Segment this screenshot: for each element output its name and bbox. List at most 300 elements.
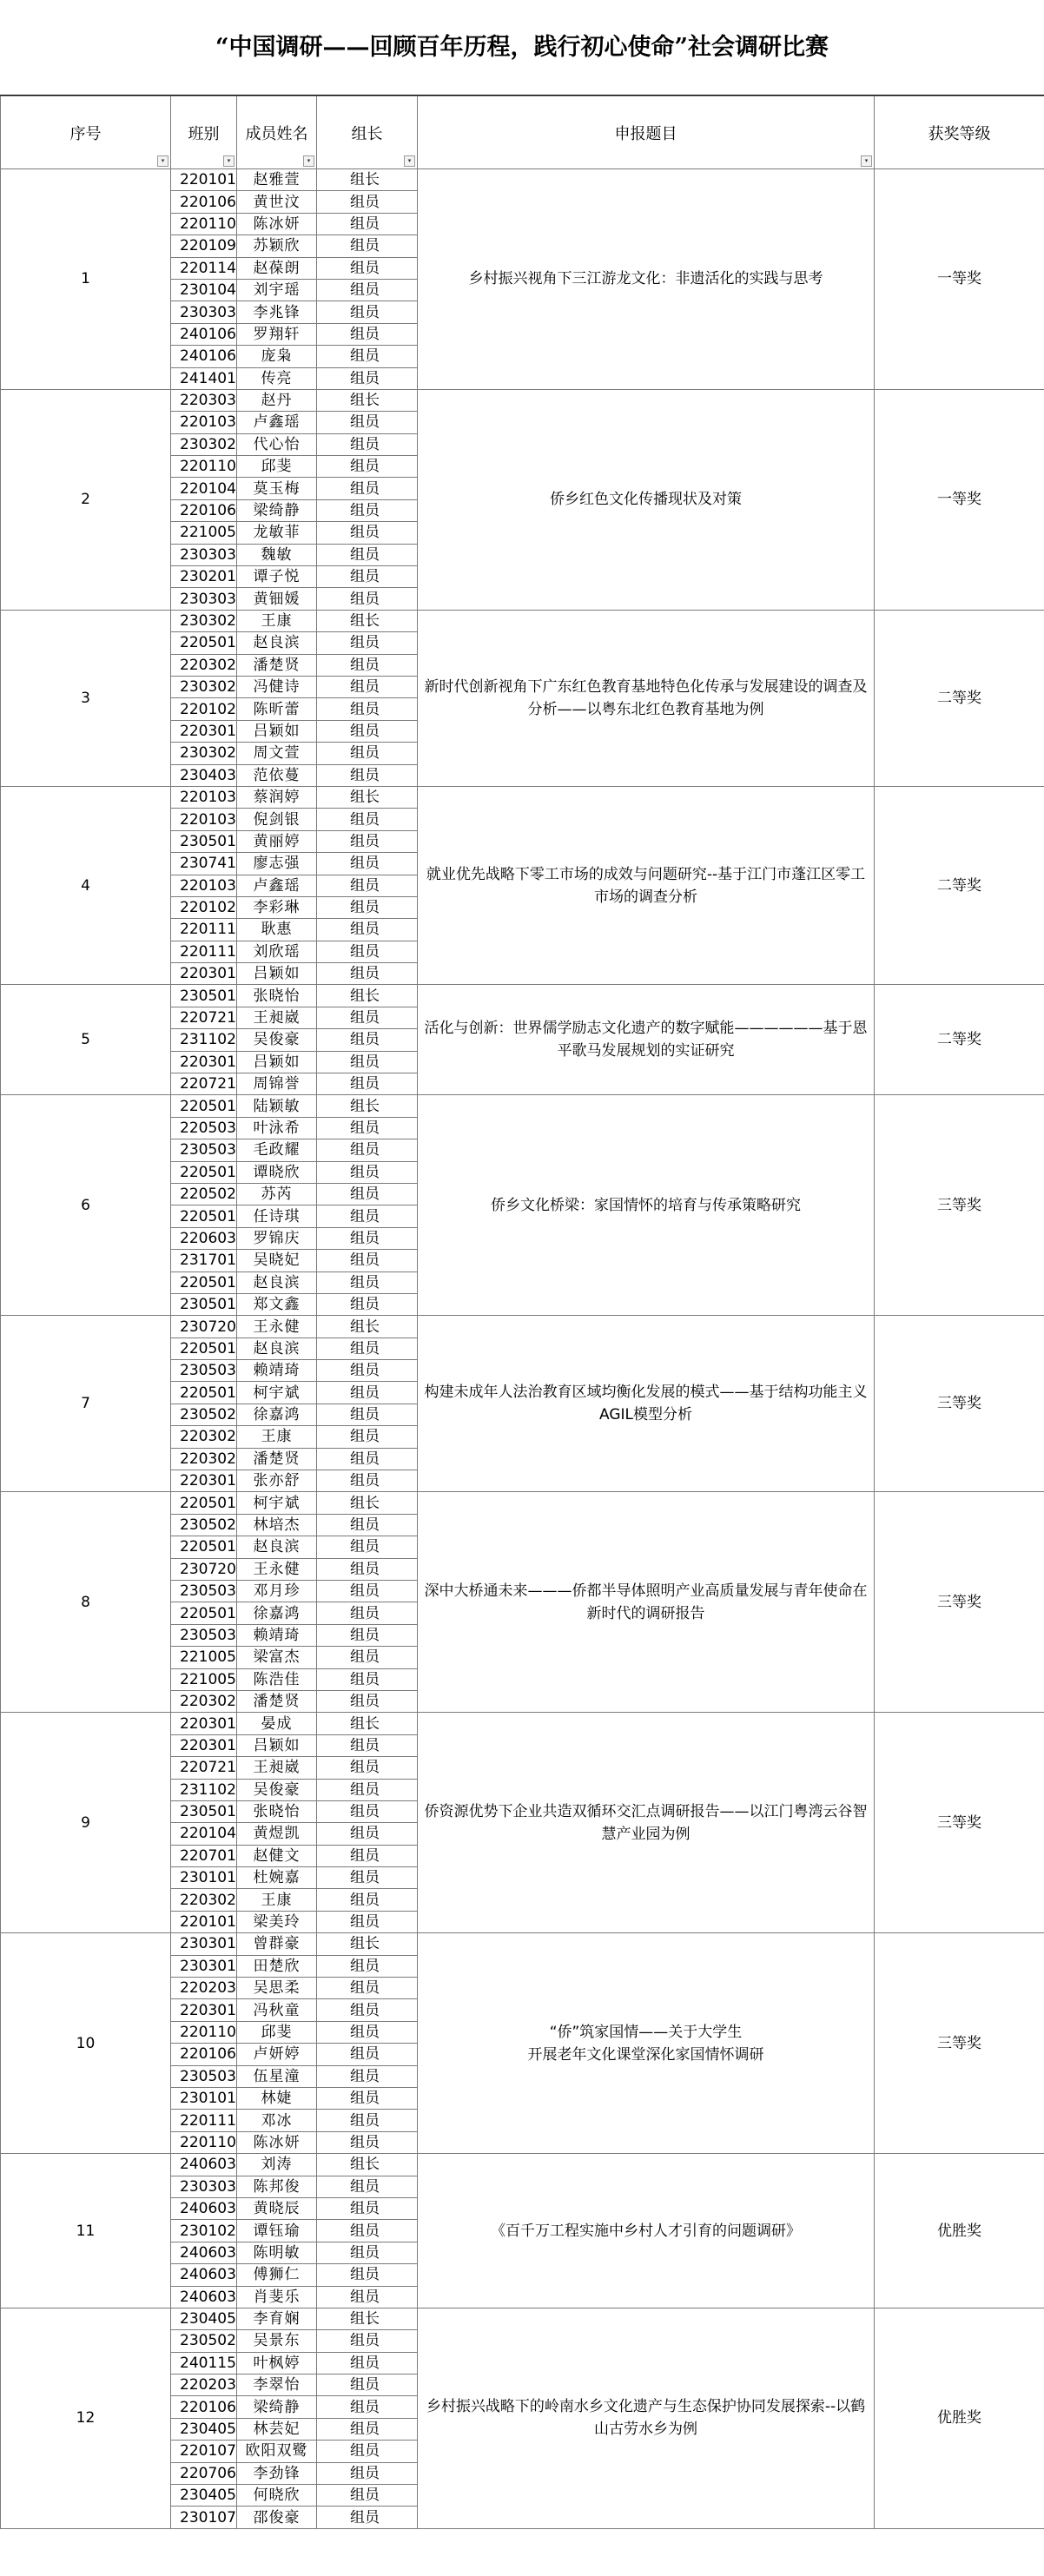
cell-member[interactable]: 邓月珍: [237, 1581, 317, 1602]
cell-member[interactable]: 王康: [237, 1889, 317, 1911]
cell-class[interactable]: 220114: [171, 257, 237, 279]
cell-member[interactable]: 何晓欣: [237, 2485, 317, 2507]
cell-member[interactable]: 周锦誉: [237, 1073, 317, 1095]
cell-class[interactable]: 220301: [171, 1051, 237, 1073]
cell-role[interactable]: 组长: [317, 1095, 418, 1117]
cell-role[interactable]: 组员: [317, 235, 418, 257]
cell-role[interactable]: 组员: [317, 919, 418, 941]
cell-class[interactable]: 220101: [171, 1911, 237, 1932]
cell-role[interactable]: 组员: [317, 522, 418, 544]
cell-award[interactable]: 三等奖: [875, 1095, 1044, 1316]
cell-class[interactable]: 220106: [171, 499, 237, 521]
cell-class[interactable]: 220106: [171, 2044, 237, 2065]
cell-member[interactable]: 魏敏: [237, 544, 317, 565]
cell-member[interactable]: 赵良滨: [237, 632, 317, 654]
cell-role[interactable]: 组员: [317, 809, 418, 830]
cell-role[interactable]: 组员: [317, 1448, 418, 1470]
cell-member[interactable]: 吴晓妃: [237, 1250, 317, 1271]
cell-member[interactable]: 邱斐: [237, 456, 317, 478]
cell-role[interactable]: 组员: [317, 1955, 418, 1977]
cell-member[interactable]: 赵良滨: [237, 1338, 317, 1359]
cell-class[interactable]: 230302: [171, 433, 237, 455]
cell-class[interactable]: 220603: [171, 1227, 237, 1249]
cell-role[interactable]: 组员: [317, 2110, 418, 2131]
cell-award[interactable]: 二等奖: [875, 610, 1044, 786]
cell-member[interactable]: 刘欣瑶: [237, 941, 317, 962]
cell-award[interactable]: 三等奖: [875, 1492, 1044, 1713]
cell-class[interactable]: 220721: [171, 1007, 237, 1028]
cell-class[interactable]: 230303: [171, 544, 237, 565]
cell-member[interactable]: 陈冰妍: [237, 213, 317, 234]
cell-class[interactable]: 220501: [171, 632, 237, 654]
cell-seq[interactable]: 2: [1, 389, 171, 610]
cell-role[interactable]: 组员: [317, 544, 418, 565]
cell-topic[interactable]: “侨”筑家国情——关于大学生 开展老年文化课堂深化家国情怀调研: [418, 1933, 875, 2154]
cell-member[interactable]: 王永健: [237, 1558, 317, 1580]
cell-member[interactable]: 王康: [237, 1426, 317, 1448]
cell-role[interactable]: 组员: [317, 2065, 418, 2087]
cell-role[interactable]: 组员: [317, 367, 418, 389]
filter-dropdown-icon[interactable]: ▾: [861, 155, 872, 167]
cell-class[interactable]: 231701: [171, 1250, 237, 1271]
cell-member[interactable]: 张晓怡: [237, 985, 317, 1007]
cell-class[interactable]: 220203: [171, 1978, 237, 1999]
cell-role[interactable]: 组长: [317, 389, 418, 411]
cell-class[interactable]: 220106: [171, 2396, 237, 2418]
cell-class[interactable]: 220111: [171, 941, 237, 962]
cell-seq[interactable]: 5: [1, 985, 171, 1095]
cell-role[interactable]: 组员: [317, 896, 418, 918]
cell-role[interactable]: 组员: [317, 2418, 418, 2440]
cell-role[interactable]: 组员: [317, 830, 418, 852]
cell-class[interactable]: 220301: [171, 1999, 237, 2021]
cell-role[interactable]: 组员: [317, 1800, 418, 1822]
cell-class[interactable]: 230405: [171, 2485, 237, 2507]
cell-topic[interactable]: 活化与创新：世界儒学励志文化遗产的数字赋能——————基于恩平歌马发展规划的实证研究: [418, 985, 875, 1095]
cell-class[interactable]: 241401: [171, 367, 237, 389]
cell-member[interactable]: 潘楚贤: [237, 1448, 317, 1470]
cell-member[interactable]: 陆颖敏: [237, 1095, 317, 1117]
cell-member[interactable]: 传亮: [237, 367, 317, 389]
cell-award[interactable]: 二等奖: [875, 985, 1044, 1095]
cell-class[interactable]: 220302: [171, 1426, 237, 1448]
cell-role[interactable]: 组员: [317, 2330, 418, 2352]
cell-role[interactable]: 组员: [317, 1227, 418, 1249]
cell-member[interactable]: 卢妍婷: [237, 2044, 317, 2065]
cell-class[interactable]: 220302: [171, 1889, 237, 1911]
cell-class[interactable]: 230503: [171, 2065, 237, 2087]
cell-class[interactable]: 240106: [171, 323, 237, 345]
cell-member[interactable]: 黄钿媛: [237, 588, 317, 610]
cell-role[interactable]: 组员: [317, 2396, 418, 2418]
cell-class[interactable]: 230501: [171, 1293, 237, 1315]
cell-class[interactable]: 221005: [171, 522, 237, 544]
cell-role[interactable]: 组员: [317, 698, 418, 720]
cell-role[interactable]: 组员: [317, 301, 418, 323]
cell-class[interactable]: 240106: [171, 346, 237, 367]
cell-topic[interactable]: 新时代创新视角下广东红色教育基地特色化传承与发展建设的调查及分析——以粤东北红色教育基地为例: [418, 610, 875, 786]
cell-member[interactable]: 叶枫婷: [237, 2352, 317, 2374]
cell-role[interactable]: 组员: [317, 588, 418, 610]
cell-role[interactable]: 组员: [317, 1999, 418, 2021]
cell-class[interactable]: 230104: [171, 279, 237, 301]
cell-topic[interactable]: 《百千万工程实施中乡村人才引育的问题调研》: [418, 2154, 875, 2308]
cell-role[interactable]: 组员: [317, 1845, 418, 1866]
cell-class[interactable]: 230501: [171, 985, 237, 1007]
cell-class[interactable]: 230101: [171, 2087, 237, 2109]
cell-member[interactable]: 卢鑫瑶: [237, 875, 317, 896]
cell-class[interactable]: 220103: [171, 412, 237, 433]
cell-member[interactable]: 范依蔓: [237, 764, 317, 786]
cell-role[interactable]: 组员: [317, 456, 418, 478]
cell-class[interactable]: 240603: [171, 2154, 237, 2176]
cell-role[interactable]: 组员: [317, 346, 418, 367]
cell-role[interactable]: 组员: [317, 2441, 418, 2462]
cell-role[interactable]: 组员: [317, 1581, 418, 1602]
cell-member[interactable]: 田楚欣: [237, 1955, 317, 1977]
cell-class[interactable]: 220302: [171, 654, 237, 676]
cell-member[interactable]: 莫玉梅: [237, 478, 317, 499]
cell-role[interactable]: 组员: [317, 676, 418, 697]
cell-role[interactable]: 组长: [317, 1316, 418, 1338]
cell-role[interactable]: 组员: [317, 2264, 418, 2286]
cell-role[interactable]: 组员: [317, 2286, 418, 2308]
cell-member[interactable]: 邓冰: [237, 2110, 317, 2131]
cell-class[interactable]: 220501: [171, 1602, 237, 1624]
cell-member[interactable]: 李彩琳: [237, 896, 317, 918]
cell-class[interactable]: 221005: [171, 1668, 237, 1690]
cell-class[interactable]: 220301: [171, 1713, 237, 1734]
cell-class[interactable]: 220106: [171, 191, 237, 213]
cell-member[interactable]: 龙敏菲: [237, 522, 317, 544]
cell-role[interactable]: 组员: [317, 1161, 418, 1183]
header-class[interactable]: [171, 96, 237, 169]
cell-class[interactable]: 220109: [171, 235, 237, 257]
cell-member[interactable]: 赵健文: [237, 1845, 317, 1866]
cell-role[interactable]: 组员: [317, 1117, 418, 1139]
cell-member[interactable]: 吕颖如: [237, 963, 317, 985]
header-topic[interactable]: [418, 96, 875, 169]
cell-class[interactable]: 231102: [171, 1029, 237, 1051]
cell-seq[interactable]: 12: [1, 2308, 171, 2528]
cell-member[interactable]: 张晓怡: [237, 1800, 317, 1822]
cell-class[interactable]: 220302: [171, 1448, 237, 1470]
cell-class[interactable]: 230301: [171, 1955, 237, 1977]
cell-class[interactable]: 220104: [171, 478, 237, 499]
cell-role[interactable]: 组员: [317, 1183, 418, 1205]
cell-member[interactable]: 吴思柔: [237, 1978, 317, 1999]
cell-class[interactable]: 240603: [171, 2197, 237, 2219]
cell-member[interactable]: 李翠怡: [237, 2375, 317, 2396]
cell-class[interactable]: 220104: [171, 1823, 237, 1845]
cell-role[interactable]: 组员: [317, 433, 418, 455]
cell-member[interactable]: 刘宇瑶: [237, 279, 317, 301]
cell-class[interactable]: 220501: [171, 1338, 237, 1359]
cell-class[interactable]: 220302: [171, 1690, 237, 1712]
cell-class[interactable]: 230201: [171, 566, 237, 588]
cell-member[interactable]: 蔡润婷: [237, 786, 317, 808]
cell-class[interactable]: 220501: [171, 1271, 237, 1293]
cell-role[interactable]: 组长: [317, 610, 418, 631]
cell-class[interactable]: 230107: [171, 2507, 237, 2528]
cell-member[interactable]: 廖志强: [237, 853, 317, 875]
cell-member[interactable]: 黄煜凯: [237, 1823, 317, 1845]
cell-class[interactable]: 220301: [171, 1470, 237, 1492]
cell-member[interactable]: 林培杰: [237, 1514, 317, 1536]
cell-member[interactable]: 晏成: [237, 1713, 317, 1734]
cell-class[interactable]: 220110: [171, 456, 237, 478]
cell-award[interactable]: 一等奖: [875, 389, 1044, 610]
cell-class[interactable]: 230405: [171, 2418, 237, 2440]
cell-role[interactable]: 组长: [317, 2308, 418, 2329]
cell-member[interactable]: 潘楚贤: [237, 654, 317, 676]
cell-member[interactable]: 邵俊豪: [237, 2507, 317, 2528]
cell-member[interactable]: 柯宇斌: [237, 1492, 317, 1514]
cell-class[interactable]: 230503: [171, 1360, 237, 1382]
cell-member[interactable]: 梁美玲: [237, 1911, 317, 1932]
cell-seq[interactable]: 11: [1, 2154, 171, 2308]
cell-member[interactable]: 代心怡: [237, 433, 317, 455]
cell-class[interactable]: 220301: [171, 720, 237, 742]
cell-class[interactable]: 220503: [171, 1117, 237, 1139]
cell-class[interactable]: 220102: [171, 698, 237, 720]
cell-member[interactable]: 李育娴: [237, 2308, 317, 2329]
cell-role[interactable]: 组长: [317, 786, 418, 808]
cell-role[interactable]: 组员: [317, 1624, 418, 1646]
cell-member[interactable]: 林芸妃: [237, 2418, 317, 2440]
cell-role[interactable]: 组员: [317, 941, 418, 962]
cell-class[interactable]: 220103: [171, 786, 237, 808]
cell-member[interactable]: 王永健: [237, 1316, 317, 1338]
cell-role[interactable]: 组员: [317, 213, 418, 234]
cell-award[interactable]: 一等奖: [875, 169, 1044, 390]
cell-class[interactable]: 220110: [171, 2021, 237, 2043]
cell-role[interactable]: 组员: [317, 1911, 418, 1932]
cell-class[interactable]: 221005: [171, 1647, 237, 1668]
cell-class[interactable]: 230502: [171, 1404, 237, 1425]
cell-member[interactable]: 叶泳希: [237, 1117, 317, 1139]
cell-member[interactable]: 赵良滨: [237, 1271, 317, 1293]
cell-member[interactable]: 徐嘉鸿: [237, 1602, 317, 1624]
cell-member[interactable]: 王昶崴: [237, 1757, 317, 1779]
cell-member[interactable]: 吴俊豪: [237, 1029, 317, 1051]
cell-role[interactable]: 组员: [317, 720, 418, 742]
cell-member[interactable]: 杜婉嘉: [237, 1867, 317, 1889]
cell-member[interactable]: 欧阳双鹭: [237, 2441, 317, 2462]
cell-role[interactable]: 组长: [317, 1492, 418, 1514]
cell-role[interactable]: 组员: [317, 1029, 418, 1051]
cell-role[interactable]: 组员: [317, 1360, 418, 1382]
cell-class[interactable]: 230501: [171, 830, 237, 852]
cell-role[interactable]: 组员: [317, 1823, 418, 1845]
cell-class[interactable]: 230301: [171, 1933, 237, 1955]
cell-role[interactable]: 组员: [317, 1514, 418, 1536]
cell-role[interactable]: 组员: [317, 323, 418, 345]
cell-class[interactable]: 220107: [171, 2441, 237, 2462]
cell-member[interactable]: 苏颖欣: [237, 235, 317, 257]
cell-class[interactable]: 230403: [171, 764, 237, 786]
cell-class[interactable]: 230503: [171, 1581, 237, 1602]
cell-role[interactable]: 组员: [317, 2485, 418, 2507]
cell-role[interactable]: 组员: [317, 632, 418, 654]
cell-class[interactable]: 220701: [171, 1845, 237, 1866]
cell-class[interactable]: 220111: [171, 919, 237, 941]
cell-topic[interactable]: 乡村振兴视角下三江游龙文化：非遗活化的实践与思考: [418, 169, 875, 390]
cell-role[interactable]: 组员: [317, 1978, 418, 1999]
cell-member[interactable]: 卢鑫瑶: [237, 412, 317, 433]
cell-member[interactable]: 傅狮仁: [237, 2264, 317, 2286]
cell-role[interactable]: 组员: [317, 853, 418, 875]
cell-award[interactable]: 三等奖: [875, 1316, 1044, 1492]
cell-role[interactable]: 组员: [317, 2131, 418, 2153]
cell-topic[interactable]: 乡村振兴战略下的岭南水乡文化遗产与生态保护协同发展探索--以鹤山古劳水乡为例: [418, 2308, 875, 2528]
cell-role[interactable]: 组员: [317, 1779, 418, 1800]
cell-class[interactable]: 220721: [171, 1073, 237, 1095]
cell-seq[interactable]: 8: [1, 1492, 171, 1713]
cell-role[interactable]: 组员: [317, 279, 418, 301]
cell-class[interactable]: 230302: [171, 676, 237, 697]
filter-dropdown-icon[interactable]: ▾: [157, 155, 168, 167]
filter-dropdown-icon[interactable]: ▾: [223, 155, 235, 167]
cell-class[interactable]: 220501: [171, 1205, 237, 1227]
cell-class[interactable]: 230405: [171, 2308, 237, 2329]
cell-member[interactable]: 吕颖如: [237, 1051, 317, 1073]
cell-member[interactable]: 冯健诗: [237, 676, 317, 697]
cell-role[interactable]: 组员: [317, 499, 418, 521]
cell-class[interactable]: 230502: [171, 1514, 237, 1536]
cell-class[interactable]: 230302: [171, 743, 237, 764]
cell-role[interactable]: 组长: [317, 2154, 418, 2176]
cell-role[interactable]: 组员: [317, 2220, 418, 2242]
cell-member[interactable]: 邱斐: [237, 2021, 317, 2043]
cell-role[interactable]: 组员: [317, 2044, 418, 2065]
cell-role[interactable]: 组员: [317, 1382, 418, 1404]
cell-member[interactable]: 陈明敏: [237, 2242, 317, 2263]
cell-member[interactable]: 梁绮静: [237, 499, 317, 521]
cell-class[interactable]: 230303: [171, 301, 237, 323]
cell-class[interactable]: 240115: [171, 2352, 237, 2374]
cell-role[interactable]: 组员: [317, 1293, 418, 1315]
cell-member[interactable]: 赵雅萱: [237, 169, 317, 191]
cell-role[interactable]: 组长: [317, 1933, 418, 1955]
cell-topic[interactable]: 侨资源优势下企业共造双循环交汇点调研报告——以江门粤湾云谷智慧产业园为例: [418, 1713, 875, 1933]
cell-member[interactable]: 罗锦庆: [237, 1227, 317, 1249]
cell-member[interactable]: 谭钰瑜: [237, 2220, 317, 2242]
cell-member[interactable]: 赖靖琦: [237, 1360, 317, 1382]
cell-seq[interactable]: 4: [1, 786, 171, 985]
cell-member[interactable]: 黄晓辰: [237, 2197, 317, 2219]
cell-role[interactable]: 组员: [317, 1426, 418, 1448]
cell-class[interactable]: 220501: [171, 1492, 237, 1514]
cell-role[interactable]: 组员: [317, 2197, 418, 2219]
cell-award[interactable]: 三等奖: [875, 1713, 1044, 1933]
cell-topic[interactable]: 侨乡红色文化传播现状及对策: [418, 389, 875, 610]
header-seq[interactable]: [1, 96, 171, 169]
cell-role[interactable]: 组长: [317, 169, 418, 191]
cell-role[interactable]: 组员: [317, 963, 418, 985]
cell-member[interactable]: 吴景东: [237, 2330, 317, 2352]
cell-class[interactable]: 230502: [171, 2330, 237, 2352]
cell-award[interactable]: 三等奖: [875, 1933, 1044, 2154]
cell-role[interactable]: 组员: [317, 1757, 418, 1779]
cell-member[interactable]: 陈冰妍: [237, 2131, 317, 2153]
cell-member[interactable]: 陈邦俊: [237, 2176, 317, 2197]
cell-class[interactable]: 240603: [171, 2264, 237, 2286]
cell-class[interactable]: 230741: [171, 853, 237, 875]
cell-class[interactable]: 231102: [171, 1779, 237, 1800]
cell-role[interactable]: 组员: [317, 478, 418, 499]
cell-role[interactable]: 组员: [317, 1536, 418, 1558]
cell-member[interactable]: 谭晓欣: [237, 1161, 317, 1183]
cell-topic[interactable]: 就业优先战略下零工市场的成效与问题研究--基于江门市蓬江区零工市场的调查分析: [418, 786, 875, 985]
filter-dropdown-icon[interactable]: ▾: [303, 155, 314, 167]
cell-role[interactable]: 组员: [317, 1668, 418, 1690]
cell-role[interactable]: 组员: [317, 2242, 418, 2263]
cell-class[interactable]: 240603: [171, 2286, 237, 2308]
cell-award[interactable]: 二等奖: [875, 786, 1044, 985]
cell-class[interactable]: 220721: [171, 1757, 237, 1779]
cell-role[interactable]: 组员: [317, 2021, 418, 2043]
cell-member[interactable]: 梁绮静: [237, 2396, 317, 2418]
cell-role[interactable]: 组员: [317, 1867, 418, 1889]
cell-role[interactable]: 组员: [317, 1734, 418, 1756]
cell-member[interactable]: 庞枭: [237, 346, 317, 367]
cell-member[interactable]: 张亦舒: [237, 1470, 317, 1492]
cell-class[interactable]: 230720: [171, 1558, 237, 1580]
cell-topic[interactable]: 侨乡文化桥梁：家国情怀的培育与传承策略研究: [418, 1095, 875, 1316]
cell-role[interactable]: 组长: [317, 1713, 418, 1734]
cell-member[interactable]: 潘楚贤: [237, 1690, 317, 1712]
cell-role[interactable]: 组员: [317, 2507, 418, 2528]
cell-member[interactable]: 赵葆朗: [237, 257, 317, 279]
cell-role[interactable]: 组员: [317, 2462, 418, 2484]
cell-role[interactable]: 组员: [317, 654, 418, 676]
cell-member[interactable]: 毛政耀: [237, 1139, 317, 1161]
cell-role[interactable]: 组员: [317, 1690, 418, 1712]
cell-role[interactable]: 组员: [317, 2087, 418, 2109]
cell-member[interactable]: 罗翔轩: [237, 323, 317, 345]
cell-class[interactable]: 220110: [171, 213, 237, 234]
cell-member[interactable]: 刘涛: [237, 2154, 317, 2176]
cell-role[interactable]: 组员: [317, 743, 418, 764]
cell-seq[interactable]: 9: [1, 1713, 171, 1933]
cell-role[interactable]: 组员: [317, 1271, 418, 1293]
cell-topic[interactable]: 构建未成年人法治教育区域均衡化发展的模式——基于结构功能主义AGIL模型分析: [418, 1316, 875, 1492]
cell-member[interactable]: 任诗琪: [237, 1205, 317, 1227]
cell-role[interactable]: 组员: [317, 764, 418, 786]
cell-class[interactable]: 220103: [171, 809, 237, 830]
cell-role[interactable]: 组员: [317, 1250, 418, 1271]
cell-member[interactable]: 肖斐乐: [237, 2286, 317, 2308]
header-member[interactable]: [237, 96, 317, 169]
cell-member[interactable]: 李劲锋: [237, 2462, 317, 2484]
cell-class[interactable]: 220301: [171, 1734, 237, 1756]
cell-seq[interactable]: 1: [1, 169, 171, 390]
cell-member[interactable]: 吕颖如: [237, 1734, 317, 1756]
cell-member[interactable]: 赵良滨: [237, 1536, 317, 1558]
cell-role[interactable]: 组员: [317, 1470, 418, 1492]
cell-member[interactable]: 王康: [237, 610, 317, 631]
cell-class[interactable]: 220706: [171, 2462, 237, 2484]
cell-role[interactable]: 组员: [317, 1338, 418, 1359]
cell-class[interactable]: 220103: [171, 875, 237, 896]
cell-role[interactable]: 组员: [317, 1404, 418, 1425]
cell-role[interactable]: 组员: [317, 257, 418, 279]
cell-member[interactable]: 耿惠: [237, 919, 317, 941]
cell-class[interactable]: 220303: [171, 389, 237, 411]
cell-class[interactable]: 220203: [171, 2375, 237, 2396]
cell-class[interactable]: 220501: [171, 1095, 237, 1117]
